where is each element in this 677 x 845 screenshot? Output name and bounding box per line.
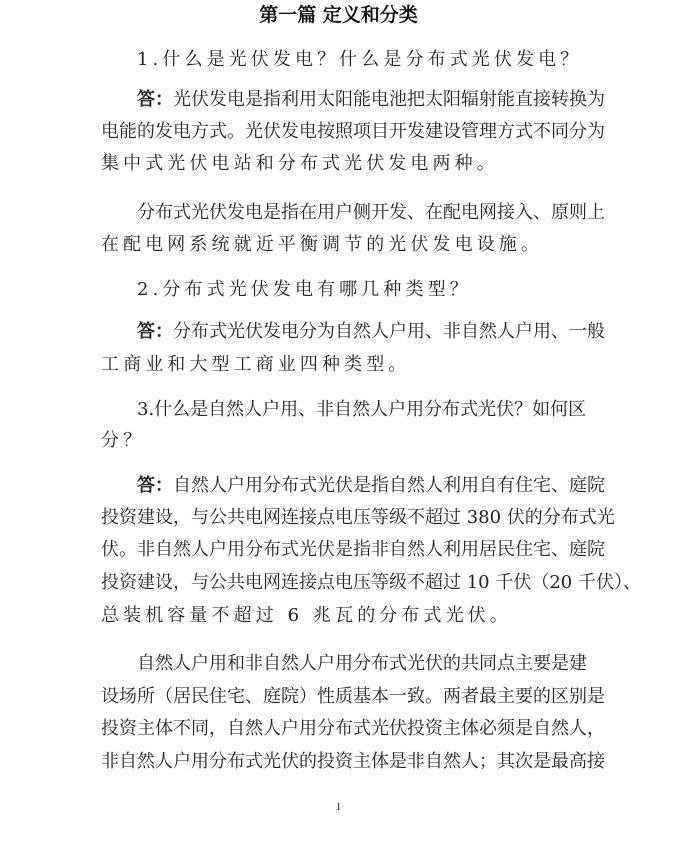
line-text: 1.什么是光伏发电？什么是分布式光伏发电？ — [137, 49, 583, 70]
page-number: 1 — [335, 801, 342, 813]
line-text: 自然人户用和非自然人户用分布式光伏的共同点主要是建 — [137, 653, 587, 674]
line-text: 光伏发电是指利用太阳能电池把太阳辐射能直接转换为 — [173, 89, 605, 110]
text-line — [101, 353, 579, 377]
text-line — [101, 152, 579, 176]
line-text: 分布式光伏发电是指在用户侧开发、在配电网接入、原则上 — [137, 202, 605, 223]
line-text: 2.分布式光伏发电有哪几种类型？ — [137, 279, 472, 300]
line-text: 总装机容量不超过 6 兆瓦的分布式光伏。 — [101, 605, 512, 626]
answer-line — [137, 88, 605, 112]
line-text: 工商业和大型工商业四种类型。 — [101, 354, 411, 375]
text-line — [137, 48, 583, 72]
line-text: 3.什么是自然人户用、非自然人户用分布式光伏？如何区 — [137, 399, 587, 420]
line-text: 自然人户用分布式光伏是指自然人利用自有住宅、庭院 — [173, 475, 605, 496]
text-line — [101, 120, 605, 144]
line-text: 集中式光伏电站和分布式光伏发电两种。 — [101, 153, 499, 174]
text-line — [101, 604, 579, 628]
text-line — [137, 201, 605, 225]
text-line — [137, 398, 587, 422]
text-line — [101, 685, 605, 709]
text-line — [137, 652, 587, 676]
text-line — [101, 538, 605, 562]
text-line — [101, 233, 579, 257]
line-text: 设场所（居民住宅、庭院）性质基本一致。两者最主要的区别是 — [101, 686, 605, 707]
line-text: 伏。非自然人户用分布式光伏是指非自然人利用居民住宅、庭院 — [101, 539, 605, 560]
text-line — [101, 750, 605, 774]
text-line — [101, 571, 641, 595]
line-text: 非自然人户用分布式光伏的投资主体是非自然人；其次是最高接 — [101, 751, 605, 772]
line-text: 在配电网系统就近平衡调节的光伏发电设施。 — [101, 234, 543, 255]
line-text: 分？ — [101, 430, 146, 451]
line-text: 投资建设，与公共电网连接点电压等级不超过 380 伏的分布式光 — [101, 507, 615, 528]
text-line — [101, 717, 605, 741]
answer-line — [137, 474, 605, 498]
text-line — [101, 506, 615, 530]
line-text: 投资建设，与公共电网连接点电压等级不超过 10 千伏（20 千伏）、 — [101, 572, 641, 593]
page-title: 第一篇 定义和分类 — [259, 4, 418, 26]
answer-label: 答： — [137, 321, 173, 342]
line-text: 投资主体不同，自然人户用分布式光伏投资主体必须是自然人， — [101, 718, 605, 739]
line-text: 分布式光伏发电分为自然人户用、非自然人户用、一般 — [173, 321, 605, 342]
text-line — [137, 278, 579, 302]
text-line — [101, 429, 579, 453]
answer-line — [137, 320, 605, 344]
answer-label: 答： — [137, 89, 173, 110]
line-text: 电能的发电方式。光伏发电按照项目开发建设管理方式不同分为 — [101, 121, 605, 142]
answer-label: 答： — [137, 475, 173, 496]
